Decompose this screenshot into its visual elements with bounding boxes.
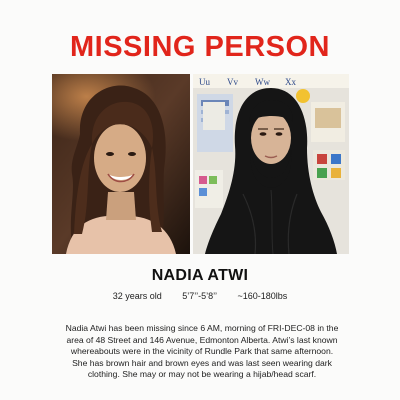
alphabet-letter-4: Xx [285, 77, 296, 87]
alphabet-letter-3: Ww [255, 77, 270, 87]
description-line: whereabouts were in the vicinity of Rundle Park that same afternoon. [70, 346, 334, 356]
alphabet-letter-1: Uu [199, 77, 210, 87]
person-height: 5’7’’-5’8’’ [182, 291, 217, 301]
alphabet-letter-2: Vv [227, 77, 238, 87]
person-age: 32 years old [112, 291, 162, 301]
portrait-left-image [52, 74, 190, 254]
person-description [46, 323, 358, 381]
description-line: clothing. She may or may not be wearing a hijab/head scarf. [87, 369, 317, 379]
person-stats [0, 291, 400, 301]
photo-portrait-right [193, 74, 349, 254]
person-name: NADIA ATWI [151, 267, 249, 284]
poster-headline: MISSING PERSON [70, 31, 330, 63]
description-line: area of 48 Street and 146 Avenue, Edmonton Alberta. Atwi’s last known [66, 334, 338, 345]
description-line: She has brown hair and brown eyes and was last seen wearing dark [72, 357, 332, 368]
description-line: Nadia Atwi has been missing since 6 AM, morning of FRI-DEC-08 in the [65, 323, 339, 333]
person-weight: ~160-180lbs [237, 291, 288, 301]
portrait-right-image [193, 74, 349, 254]
photo-portrait-left [52, 74, 190, 254]
